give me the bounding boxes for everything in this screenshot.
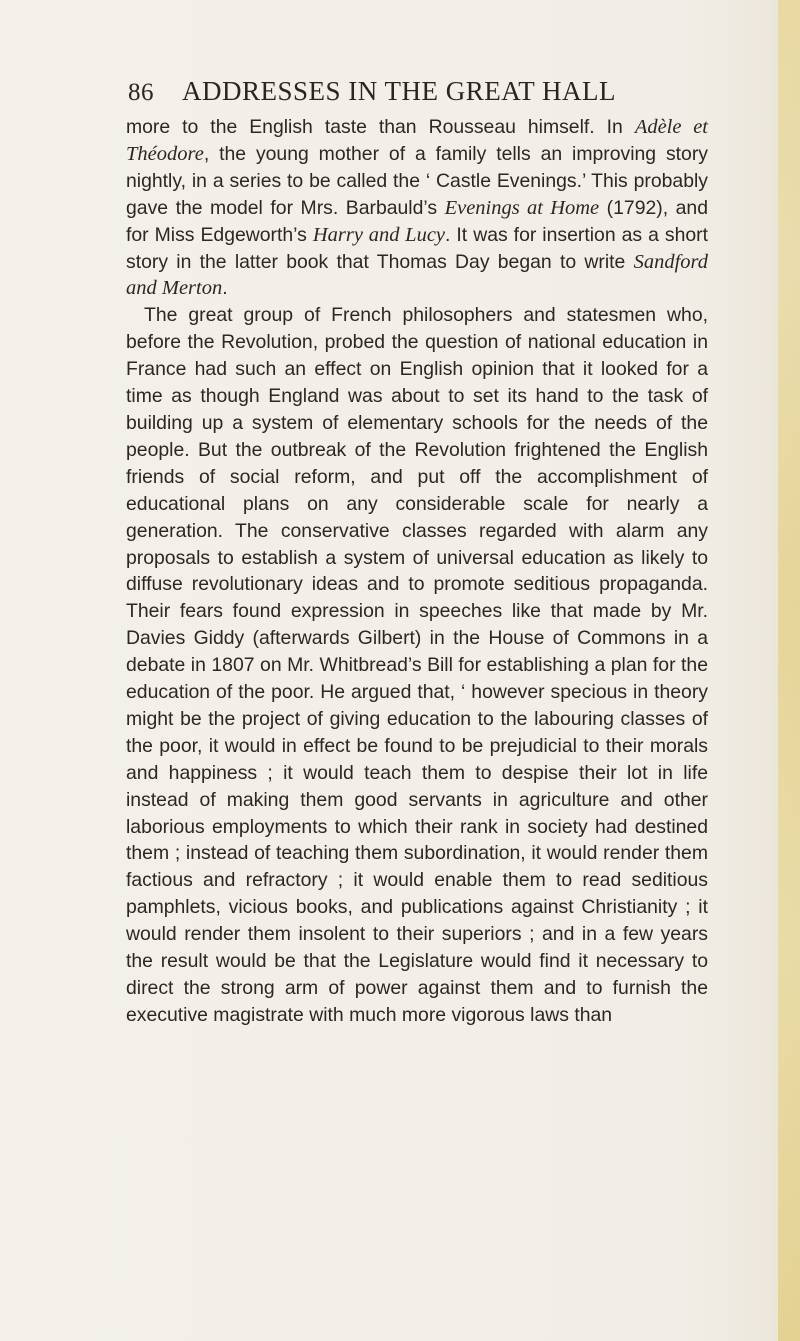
body-text	[126, 114, 708, 1029]
paragraph	[126, 302, 708, 1028]
text-segment: (1792), and for Miss Edgeworth’s	[126, 196, 708, 246]
text-segment: . It was for insertion as a short story in the latter book that Thomas Day began to write	[126, 223, 708, 273]
italic-title-segment: Adèle et Théodore	[126, 116, 708, 165]
paragraph	[126, 114, 708, 302]
text-segment: more to the English taste than Rousseau himself. In	[126, 116, 635, 138]
italic-title-segment: Evenings at Home	[444, 196, 600, 219]
page-edge-discoloration	[778, 0, 800, 1341]
text-segment: , the young mother of a family tells an improving story nightly, in a series to be called the ‘ Castle Evenings.’ This probably gave the model for Mrs. Barbauld’s	[126, 142, 708, 219]
running-title: ADDRESSES IN THE GREAT HALL	[182, 76, 617, 106]
text-segment: The great group of French philosophers and statesmen who, before the Revolution, probed the question of national education in France had such an effect on English opinion that it looked for a time as though England was about to set its hand to the task of building up a system of elementary schools for the needs of the people. But the outbreak of the Revolution frightened the English friends of social reform, and put off the accomplishment of educational plans on any considerable scale for nearly a generation. The conservative classes regarded with alarm any proposals to establish a system of universal education as likely to diffuse revolutionary ideas and to promote seditious propaganda. Their fears found expression in speeches like that made by Mr. Davies Giddy (afterwards Gilbert) in the House of Commons in a debate in 1807 on Mr. Whitbread’s Bill for establishing a plan for the education of the poor. He argued that, ‘ however specious in theory might be the project of giving education to the labouring classes of the poor, it would in effect be found to be prejudicial to their morals and happiness ; it would teach them to despise their lot in life instead of making them good servants in agriculture and other laborious employments to which their rank in society had destined them ; instead of teaching them subordination, it would render them factious and refractory ; it would enable them to read seditious pamphlets, vicious books, and publications against Christianity ; it would render them insolent to their superiors ; and in a few years the result would be that the Legislature would find it necessary to direct the strong arm of power against them and to furnish the executive magistrate with much more vigorous laws than	[126, 304, 708, 1026]
page-number: 86	[128, 79, 154, 106]
italic-title-segment: Sandford and Merton	[126, 250, 708, 300]
italic-title-segment: Harry and Lucy	[312, 223, 446, 246]
text-segment: .	[222, 277, 228, 300]
running-header	[128, 76, 688, 112]
